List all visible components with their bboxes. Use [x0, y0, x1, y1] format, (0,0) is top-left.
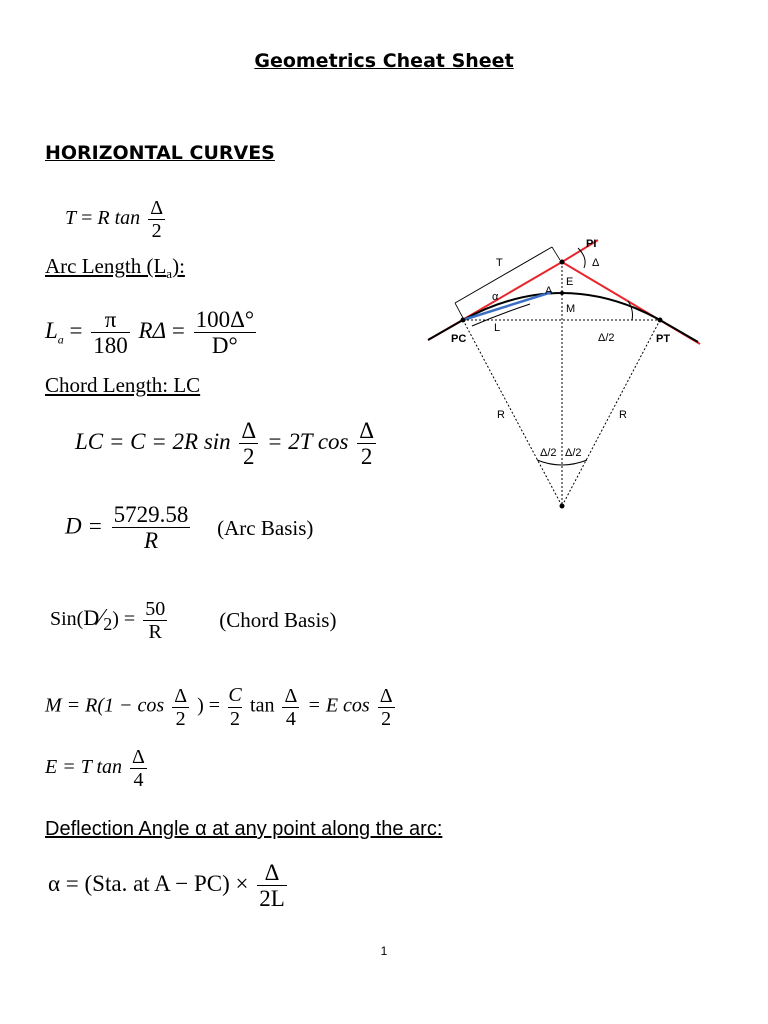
external-fraction: $\frac{\Delta}{4}$ [132, 746, 145, 791]
chord-length-formula: LC = C = 2R sin $\frac{\Delta}{2}$ = 2T cos $\frac{\Delta}{2}$ [75, 418, 375, 470]
pc-point [461, 318, 466, 323]
radius-left [463, 320, 562, 506]
mo-fraction-4: $\frac{\Delta}{2}$ [379, 684, 393, 730]
radius-right [562, 320, 660, 506]
chord-basis-fraction: $\frac{50}{R}$ [145, 598, 166, 643]
deflection-angle-heading: Deflection Angle α at any point along the arc: [45, 818, 443, 840]
pi-over-180-fraction: $\frac{\pi}{180}$ [93, 307, 128, 359]
horizontal-curve-diagram [420, 230, 720, 520]
chord-fraction-2: $\frac{\Delta}{2}$ [359, 418, 375, 470]
page-number: 1 [380, 944, 388, 958]
pi-point [560, 260, 565, 265]
label-pc: PC [451, 333, 467, 345]
mo-fraction-2: $\frac{C}{2}$ [228, 684, 242, 730]
deflection-fraction: $\frac{\Delta}{2L}$ [259, 860, 285, 912]
deflection-angle-formula: α = (Sta. at A − PC) × $\frac{\Delta}{2L}$ [48, 860, 285, 912]
center-point [560, 504, 565, 509]
label-l: L [494, 322, 501, 334]
tangent-formula: T = R tan $\frac{\Delta}{2}$ [65, 197, 164, 242]
label-alpha: α [492, 291, 499, 303]
label-pi: PI [586, 238, 597, 250]
chord-pc-to-a [463, 292, 552, 320]
arc-length-heading: Arc Length $(L_a)$: [45, 254, 185, 282]
label-m: M [566, 303, 576, 315]
arc-basis-formula: D = $\frac{5729.58}{R}$ (Arc Basis) [65, 502, 314, 554]
arc-basis-fraction: $\frac{5729.58}{R}$ [113, 502, 189, 554]
page-title: Geometrics Cheat Sheet [254, 50, 514, 72]
label-e: E [566, 276, 574, 288]
dim-tick-left [455, 303, 463, 318]
section-heading: HORIZONTAL CURVES [45, 142, 275, 164]
arc-length-formula: $L_a$ = $\frac{\pi}{180}$ RΔ = $\frac{100\Delta^\circ}{D^\circ}$ [45, 307, 255, 359]
label-r-left: R [497, 409, 505, 421]
external-distance-formula: E = T tan $\frac{\Delta}{4}$ [45, 746, 145, 791]
label-center-right: Δ/2 [565, 447, 582, 459]
dim-tick-right [552, 247, 560, 260]
label-r-right: R [619, 409, 627, 421]
curve-midpoint [560, 291, 564, 295]
label-half-delta: Δ/2 [598, 332, 615, 344]
mo-fraction-1: $\frac{\Delta}{2}$ [174, 684, 188, 730]
degree-fraction: $\frac{100\Delta^\circ}{D^\circ}$ [195, 307, 255, 359]
chord-fraction-1: $\frac{\Delta}{2}$ [241, 418, 257, 470]
label-pt: PT [656, 333, 671, 345]
tangent-fraction: $\frac{\Delta}{2}$ [150, 197, 164, 242]
label-a: A [545, 285, 553, 297]
pt-point [658, 318, 663, 323]
chord-length-heading: Chord Length: LC [45, 373, 201, 397]
chord-basis-formula: $Sin(D⁄_2)$ = $\frac{50}{R}$ (Chord Basis) [50, 598, 337, 643]
label-t: T [496, 257, 503, 269]
label-delta: Δ [592, 257, 600, 269]
mo-fraction-3: $\frac{\Delta}{4}$ [284, 684, 298, 730]
label-center-left: Δ/2 [540, 447, 557, 459]
middle-ordinate-formula: M = R(1 − cos $\frac{\Delta}{2}$ ) = $\frac{C}{2}$ tan $\frac{\Delta}{4}$ = E cos $\frac{\Delta}{2}$ [45, 684, 393, 730]
